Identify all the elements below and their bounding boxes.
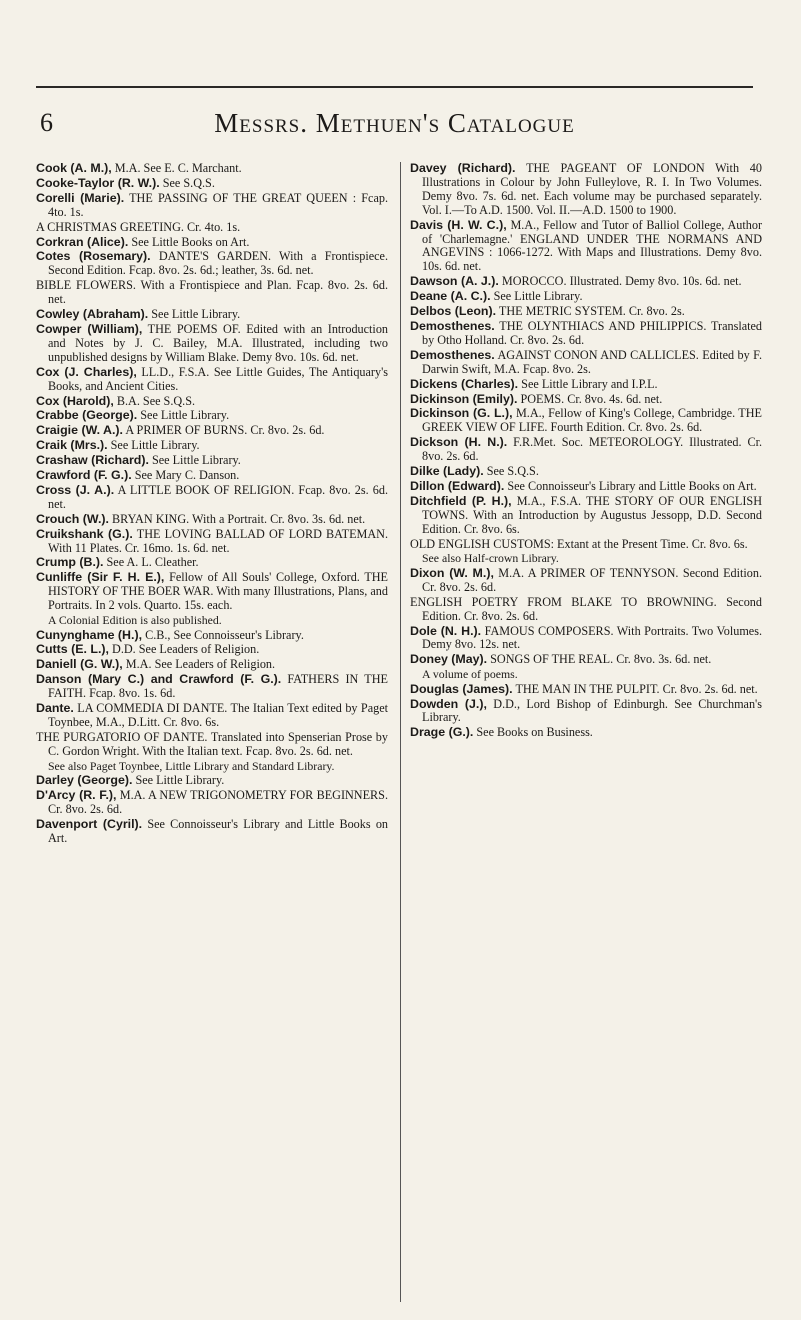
catalogue-entry: [410, 726, 762, 740]
entry-text: FATHERS IN THE FAITH. Fcap. 8vo. 1s. 6d.: [48, 672, 388, 701]
catalogue-entry: [410, 320, 762, 348]
entry-text: M.A., Fellow of King's College, Cambridge. THE GREEK VIEW OF LIFE. Fourth Edition. Cr. 8vo. 2s. 6d.: [422, 406, 762, 435]
catalogue-entry: [410, 436, 762, 464]
entry-author: Crouch (W.).: [36, 511, 109, 526]
entry-author: Cox (Harold),: [36, 393, 114, 408]
entry-author: Corelli (Marie).: [36, 190, 125, 205]
entry-author: Cutts (E. L.),: [36, 642, 109, 657]
catalogue-entry: [410, 378, 762, 392]
entry-author: Davis (H. W. C.),: [410, 217, 507, 232]
catalogue-entry: [36, 556, 388, 570]
entry-text: See Little Library.: [140, 408, 230, 423]
entry-author: Davenport (Cyril).: [36, 816, 143, 831]
entry-text: D.D., Lord Bishop of Edinburgh. See Churchman's Library.: [422, 696, 762, 725]
entry-author: Dickinson (Emily).: [410, 391, 518, 406]
entry-author: Craigie (W. A.).: [36, 423, 123, 438]
entry-text: A PRIMER OF BURNS. Cr. 8vo. 2s. 6d.: [125, 423, 325, 438]
entry-author: Cox (J. Charles),: [36, 364, 137, 379]
catalogue-entry: [36, 366, 388, 394]
entry-author: Dillon (Edward).: [410, 478, 505, 493]
entry-author: Corkran (Alice).: [36, 234, 129, 249]
catalogue-entry: [36, 731, 388, 759]
entry-text: A LITTLE BOOK OF RELIGION. Fcap. 8vo. 2s. 6d. net.: [48, 482, 389, 511]
entry-text: See Connoisseur's Library and Little Books on Art.: [507, 478, 757, 493]
catalogue-entry: [410, 698, 762, 726]
entry-text: THE LOVING BALLAD OF LORD BATEMAN. With 11 Plates. Cr. 16mo. 1s. 6d. net.: [48, 526, 389, 555]
entry-author: Cotes (Rosemary).: [36, 249, 151, 264]
entry-text: THE PAGEANT OF LONDON With 40 Illustrations in Colour by John Fulleylove, R. I. In Two Volumes. Demy 8vo. 7s. 6d. net. Each volume may be purchased separately. Vol. I.—To A.D. 1500. Vol. II.—A.D. 1500 to 1900.: [422, 161, 762, 217]
catalogue-entry: [36, 323, 388, 365]
catalogue-entry: [36, 818, 388, 846]
catalogue-entry: [36, 513, 388, 527]
catalogue-entry: [410, 465, 762, 479]
catalogue-entry: [36, 774, 388, 788]
entry-text: C.B., See Connoisseur's Library.: [145, 627, 304, 642]
catalogue-entry: [410, 653, 762, 667]
entry-author: Dickens (Charles).: [410, 376, 519, 391]
catalogue-entry: [36, 221, 388, 235]
page-number: 6: [40, 108, 53, 137]
catalogue-entry: [410, 625, 762, 653]
catalogue-entry: [36, 643, 388, 657]
entry-text: THE METRIC SYSTEM. Cr. 8vo. 2s.: [498, 304, 685, 319]
entry-author: Cruikshank (G.).: [36, 526, 133, 541]
entry-text: See Little Library.: [151, 453, 241, 468]
catalogue-entry: [36, 454, 388, 468]
entry-text: See Little Library and I.P.L.: [521, 376, 658, 391]
entry-text: SONGS OF THE REAL. Cr. 8vo. 3s. 6d. net.: [490, 652, 712, 667]
entry-text: See Little Library.: [151, 307, 241, 322]
catalogue-entry: [36, 629, 388, 643]
entry-text: THE POEMS OF. Edited with an Introduction and Notes by J. C. Bailey, M.A. Illustrated, including two unpublished designs by William Blake. Demy 8vo. 10s. 6d. net.: [48, 321, 389, 364]
catalogue-entry: [410, 480, 762, 494]
catalogue-entry: [410, 538, 762, 552]
top-rule: [36, 86, 753, 88]
catalogue-entry: [36, 177, 388, 191]
entry-text: DANTE'S GARDEN. With a Frontispiece. Second Edition. Fcap. 8vo. 2s. 6d.; leather, 3s. 6d. net.: [48, 249, 388, 278]
catalogue-entry: [36, 236, 388, 250]
catalogue-entry: [410, 349, 762, 377]
entry-text: THE PASSING OF THE GREAT QUEEN : Fcap. 4to. 1s.: [48, 190, 389, 219]
entry-author: Doney (May).: [410, 652, 488, 667]
entry-text: M.A., Fellow and Tutor of Balliol College, Author of 'Charlemagne.' ENGLAND UNDER THE NORMANS AND ANGEVINS : 1066-1272. With Maps and Illustrations. Demy 8vo. 10s. 6d. net.: [422, 217, 763, 274]
entry-text: See Little Books on Art.: [131, 234, 250, 249]
entry-text: See Little Library.: [493, 289, 583, 304]
entry-author: Cross (J. A.).: [36, 482, 115, 497]
catalogue-entry: [36, 162, 388, 176]
entry-author: Demosthenes.: [410, 347, 495, 362]
catalogue-entry: [36, 702, 388, 730]
entry-author: Crawford (F. G.).: [36, 468, 132, 483]
entry-text: FAMOUS COMPOSERS. With Portraits. Two Volumes. Demy 8vo. 12s. net.: [422, 623, 763, 652]
catalogue-entry: [410, 162, 762, 218]
entry-author: Darley (George).: [36, 773, 133, 788]
entry-text: THE OLYNTHIACS AND PHILIPPICS. Translated by Otho Holland. Cr. 8vo. 2s. 6d.: [422, 318, 763, 347]
catalogue-entry: [410, 567, 762, 595]
entry-author: Dickson (H. N.).: [410, 435, 508, 450]
entry-author: Cowper (William),: [36, 321, 143, 336]
entry-author: Dante.: [36, 701, 74, 716]
catalogue-entry: [410, 683, 762, 697]
catalogue-note: [410, 668, 762, 681]
entry-author: Craik (Mrs.).: [36, 438, 108, 453]
entry-text: See Books on Business.: [476, 725, 593, 740]
catalogue-entry: [36, 279, 388, 307]
entry-author: Douglas (James).: [410, 681, 513, 696]
entry-text: M.A. A NEW TRIGONOMETRY FOR BEGINNERS. Cr. 8vo. 2s. 6d.: [48, 787, 389, 816]
entry-text: D.D. See Leaders of Religion.: [112, 642, 260, 657]
entry-text: M.A., F.S.A. THE STORY OF OUR ENGLISH TOWNS. With an Introduction by Augustus Jessopp, D.D. Second Edition. Cr. 8vo. 6s.: [422, 493, 763, 536]
entry-text: B.A. See S.Q.S.: [116, 393, 196, 408]
entry-author: Dawson (A. J.).: [410, 274, 499, 289]
catalogue-entry: [36, 658, 388, 672]
entry-author: Crump (B.).: [36, 555, 104, 570]
entry-text: THE PURGATORIO OF DANTE. Translated into Spenserian Prose by C. Gordon Wright. With the Italian text. Fcap. 8vo. 2s. 6d. net.: [36, 729, 388, 758]
entry-text: OLD ENGLISH CUSTOMS: Extant at the Present Time. Cr. 8vo. 6s.: [410, 536, 748, 551]
catalogue-note: [36, 614, 388, 627]
entry-text: MOROCCO. Illustrated. Demy 8vo. 10s. 6d. net.: [501, 274, 742, 289]
entry-author: Deane (A. C.).: [410, 289, 491, 304]
catalogue-entry: [36, 439, 388, 453]
entry-text: ENGLISH POETRY FROM BLAKE TO BROWNING. Second Edition. Cr. 8vo. 2s. 6d.: [410, 594, 762, 623]
entry-author: Crabbe (George).: [36, 408, 138, 423]
catalogue-entry: [36, 192, 388, 220]
entry-text: See Little Library.: [135, 773, 225, 788]
entry-text: M.A. See E. C. Marchant.: [114, 161, 242, 175]
entry-text: LL.D., F.S.A. See Little Guides, The Antiquary's Books, and Ancient Cities.: [48, 364, 389, 393]
entry-text: AGAINST CONON AND CALLICLES. Edited by F. Darwin Swift, M.A. Fcap. 8vo. 2s.: [422, 347, 762, 376]
page-header: [36, 100, 753, 144]
entry-author: Davey (Richard).: [410, 161, 516, 175]
entry-text: See Mary C. Danson.: [134, 468, 240, 483]
entry-author: Delbos (Leon).: [410, 304, 497, 319]
entry-author: Dilke (Lady).: [410, 464, 484, 479]
entry-author: Danson (Mary C.) and Crawford (F. G.).: [36, 672, 282, 687]
entry-text: A volume of poems.: [422, 667, 518, 682]
column-divider: [400, 162, 401, 1302]
entry-author: Dixon (W. M.),: [410, 565, 494, 580]
entry-text: A Colonial Edition is also published.: [48, 613, 222, 628]
entry-author: Crashaw (Richard).: [36, 453, 149, 468]
entry-text: F.R.Met. Soc. METEOROLOGY. Illustrated. Cr. 8vo. 2s. 6d.: [422, 435, 763, 464]
catalogue-entry: [410, 407, 762, 435]
catalogue-entry: [36, 395, 388, 409]
left-column: [36, 162, 388, 847]
entry-text: BRYAN KING. With a Portrait. Cr. 8vo. 3s. 6d. net.: [112, 511, 366, 526]
entry-author: Cowley (Abraham).: [36, 307, 149, 322]
entry-author: Ditchfield (P. H.),: [410, 493, 512, 508]
entry-author: Daniell (G. W.),: [36, 657, 123, 672]
catalogue-entry: [410, 305, 762, 319]
catalogue-entry: [410, 275, 762, 289]
catalogue-entry: [36, 308, 388, 322]
entry-text: See Little Library.: [110, 438, 200, 453]
catalogue-entry: [410, 495, 762, 537]
entry-text: A CHRISTMAS GREETING. Cr. 4to. 1s.: [36, 219, 241, 234]
entry-author: Drage (G.).: [410, 725, 474, 740]
catalogue-columns: [36, 162, 764, 1302]
catalogue-entry: [36, 469, 388, 483]
entry-text: See also Half-crown Library.: [422, 551, 559, 566]
entry-text: See A. L. Cleather.: [106, 555, 199, 570]
entry-author: D'Arcy (R. F.),: [36, 787, 117, 802]
catalogue-entry: [36, 789, 388, 817]
catalogue-entry: [410, 290, 762, 304]
entry-text: See also Paget Toynbee, Little Library and Standard Library.: [48, 758, 335, 773]
catalogue-entry: [36, 424, 388, 438]
entry-author: Demosthenes.: [410, 318, 495, 333]
catalogue-note: [410, 552, 762, 565]
catalogue-entry: [410, 393, 762, 407]
entry-text: M.A. A PRIMER OF TENNYSON. Second Edition. Cr. 8vo. 2s. 6d.: [422, 565, 763, 594]
entry-author: Dowden (J.),: [410, 696, 487, 711]
entry-text: LA COMMEDIA DI DANTE. The Italian Text edited by Paget Toynbee, M.A., D.Litt. Cr. 8vo. 6s.: [48, 701, 388, 729]
catalogue-entry: [36, 250, 388, 278]
catalogue-entry: [36, 528, 388, 556]
entry-author: Cunliffe (Sir F. H. E.),: [36, 570, 165, 585]
entry-author: Cunynghame (H.),: [36, 627, 143, 642]
catalogue-entry: [36, 409, 388, 423]
catalogue-note: [36, 760, 388, 773]
entry-author: Cooke-Taylor (R. W.).: [36, 175, 160, 190]
entry-text: POEMS. Cr. 8vo. 4s. 6d. net.: [520, 391, 663, 406]
entry-author: Dole (N. H.).: [410, 623, 482, 638]
catalogue-entry: [36, 571, 388, 613]
entry-text: See S.Q.S.: [162, 175, 215, 190]
entry-text: M.A. See Leaders of Religion.: [125, 657, 276, 672]
catalogue-entry: [410, 219, 762, 275]
entry-text: BIBLE FLOWERS. With a Frontispiece and Plan. Fcap. 8vo. 2s. 6d. net.: [36, 278, 388, 307]
running-head: Messrs. Methuen's Catalogue: [214, 108, 575, 138]
catalogue-entry: [36, 484, 388, 512]
right-column: [410, 162, 762, 741]
entry-text: See S.Q.S.: [486, 464, 539, 479]
entry-text: Fellow of All Souls' College, Oxford. THE HISTORY OF THE BOER WAR. With many Illustrations, Plans, and Portraits. In 2 vols. Quarto. 15s. each.: [48, 570, 389, 613]
entry-text: See Connoisseur's Library and Little Books on Art.: [48, 816, 389, 845]
catalogue-entry: [36, 673, 388, 701]
entry-text: THE MAN IN THE PULPIT. Cr. 8vo. 2s. 6d. net.: [515, 681, 758, 696]
entry-author: Cook (A. M.),: [36, 161, 112, 175]
entry-author: Dickinson (G. L.),: [410, 406, 513, 421]
catalogue-entry: [410, 596, 762, 624]
